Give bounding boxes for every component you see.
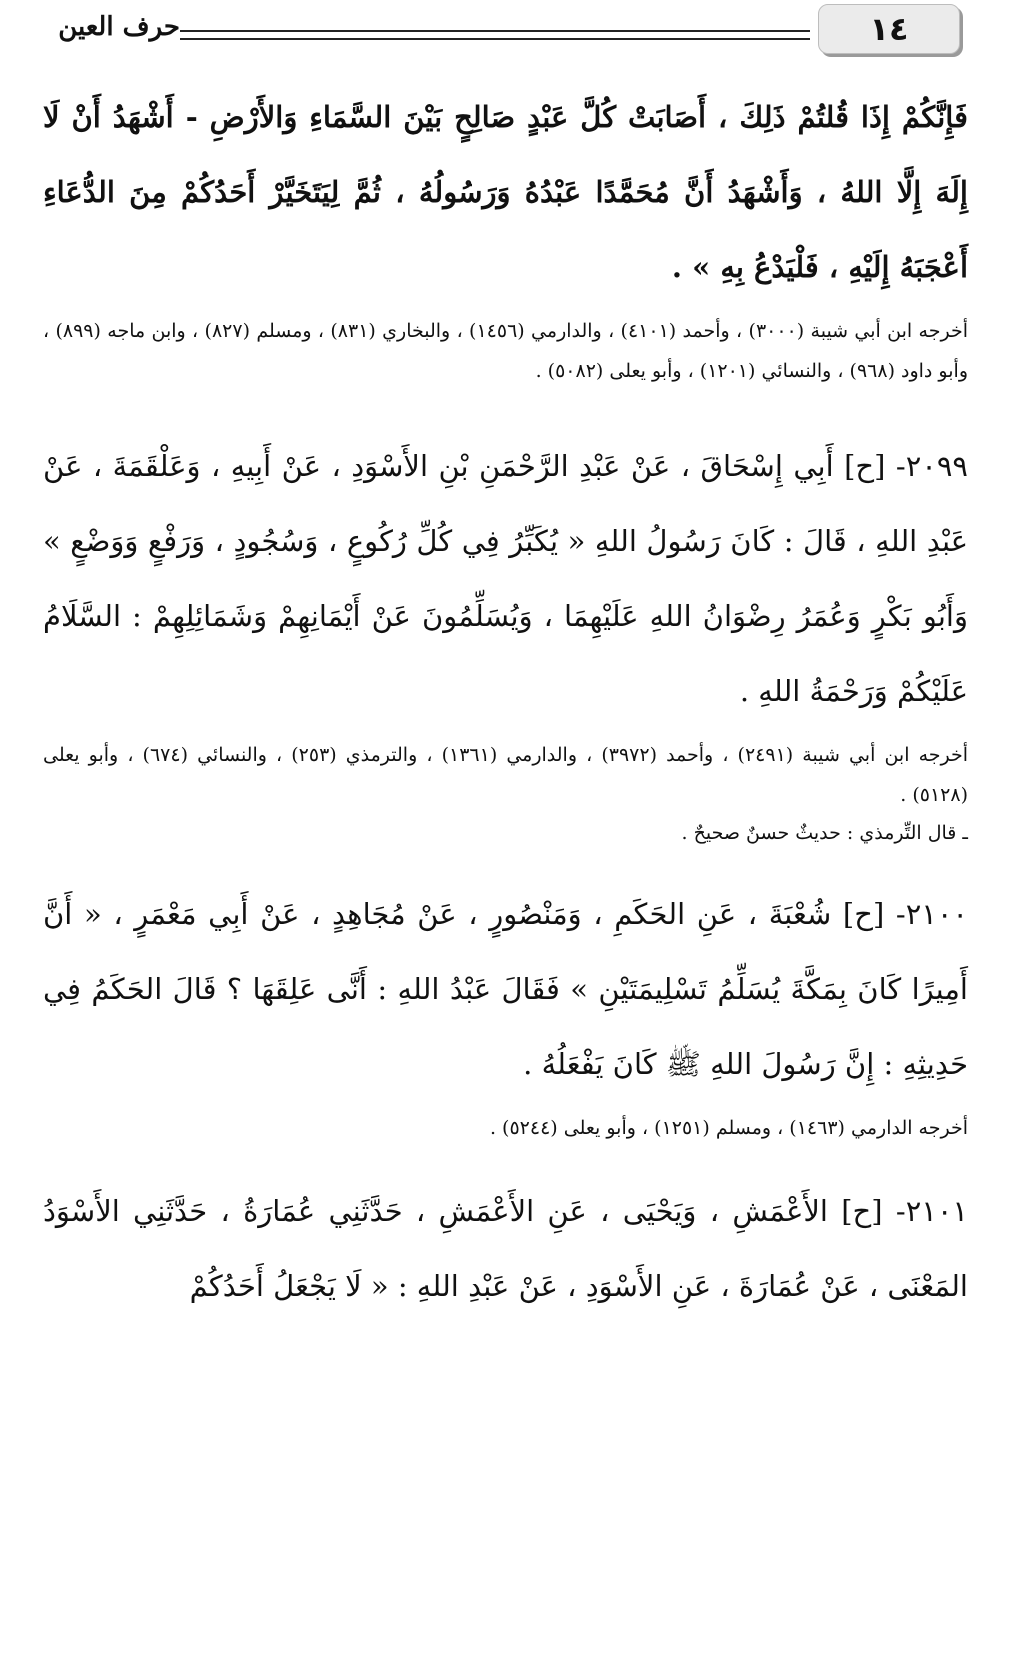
hadith-2099 <box>43 429 968 729</box>
page-number: ١٤ <box>818 4 960 54</box>
hadith-number: ٢١٠٠- <box>895 897 968 931</box>
hadith-text: [ح] شُعْبَةَ ، عَنِ الحَكَمِ ، وَمَنْصُورٍ ، عَنْ مُجَاهِدٍ ، عَنْ أَبِي مَعْمَرٍ ، « أَنَّ أَمِيرًا كَانَ بِمَكَّةَ يُسَلِّمُ تَسْلِيمَتَيْنِ » فَقَالَ عَبْدُ اللهِ : أَنَّى عَلِقَهَا ؟ قَالَ الحَكَمُ فِي حَدِيثِهِ : إِنَّ رَسُولَ اللهِ ﷺ كَانَ يَفْعَلُهُ . <box>43 897 968 1081</box>
hadith-2099-comment: ـ قال التِّرمذي : حديثٌ حسنٌ صحيحٌ . <box>681 822 968 844</box>
page-content <box>43 80 968 1324</box>
chapter-title: حرف العين <box>58 12 180 42</box>
intro-takhrij: أخرجه ابن أبي شيبة (٣٠٠٠) ، وأحمد (٤١٠١) ، والدارمي (١٤٥٦) ، والبخاري (٨٣١) ، ومسلم (٨٢٧) ، وابن ماجه (٨٩٩) ، وأبو داود (٩٦٨) ، والنسائي (١٢٠١) ، وأبو يعلى (٥٠٨٢) . <box>43 320 968 382</box>
hadith-2100 <box>43 877 968 1102</box>
hadith-text: [ح] الأَعْمَشِ ، وَيَحْيَى ، عَنِ الأَعْمَشِ ، حَدَّثَنِي عُمَارَةُ ، حَدَّثَنِي الأَسْوَدُ المَعْنَى ، عَنْ عُمَارَةَ ، عَنِ الأَسْوَدِ ، عَنْ عَبْدِ اللهِ : « لَا يَجْعَلُ أَحَدُكُمْ <box>43 1194 968 1303</box>
intro-hadith-text: فَإِنَّكُمْ إِذَا قُلتُمْ ذَلِكَ ، أَصَابَتْ كُلَّ عَبْدٍ صَالِحٍ بَيْنَ السَّمَاءِ وَالأَرْضِ - أَشْهَدُ أَنْ لَا إِلَهَ إِلَّا اللهُ ، وَأَشْهَدُ أَنَّ مُحَمَّدًا عَبْدُهُ وَرَسُولُهُ ، ثُمَّ لِيَتَخَيَّرْ أَحَدُكُمْ مِنَ الدُّعَاءِ أَعْجَبَهُ إِلَيْهِ ، فَلْيَدْعُ بِهِ » . <box>43 100 968 284</box>
hadith-number: ٢١٠١- <box>895 1194 968 1228</box>
hadith-2101 <box>43 1174 968 1324</box>
header-rule <box>180 30 810 40</box>
page-header <box>0 0 1010 70</box>
hadith-text: [ح] أَبِي إِسْحَاقَ ، عَنْ عَبْدِ الرَّحْمَنِ بْنِ الأَسْوَدِ ، عَنْ أَبِيهِ ، وَعَلْقَمَةَ ، عَنْ عَبْدِ اللهِ ، قَالَ : كَانَ رَسُولُ اللهِ « يُكَبِّرُ فِي كُلِّ رُكُوعٍ ، وَسُجُودٍ ، وَرَفْعٍ وَوَضْعٍ » وَأَبُو بَكْرٍ وَعُمَرُ رِضْوَانُ اللهِ عَلَيْهِمَا ، وَيُسَلِّمُونَ عَنْ أَيْمَانِهِمْ وَشَمَائِلِهِمْ : السَّلَامُ عَلَيْكُمْ وَرَحْمَةُ اللهِ . <box>43 449 968 708</box>
hadith-2100-takhrij: أخرجه الدارمي (١٤٦٣) ، ومسلم (١٢٥١) ، وأبو يعلى (٥٢٤٤) . <box>489 1117 968 1139</box>
hadith-2099-takhrij: أخرجه ابن أبي شيبة (٢٤٩١) ، وأحمد (٣٩٧٢) ، والدارمي (١٣٦١) ، والترمذي (٢٥٣) ، والنسائي (٦٧٤) ، وأبو يعلى (٥١٢٨) . <box>43 744 969 806</box>
hadith-number: ٢٠٩٩- <box>895 449 969 483</box>
